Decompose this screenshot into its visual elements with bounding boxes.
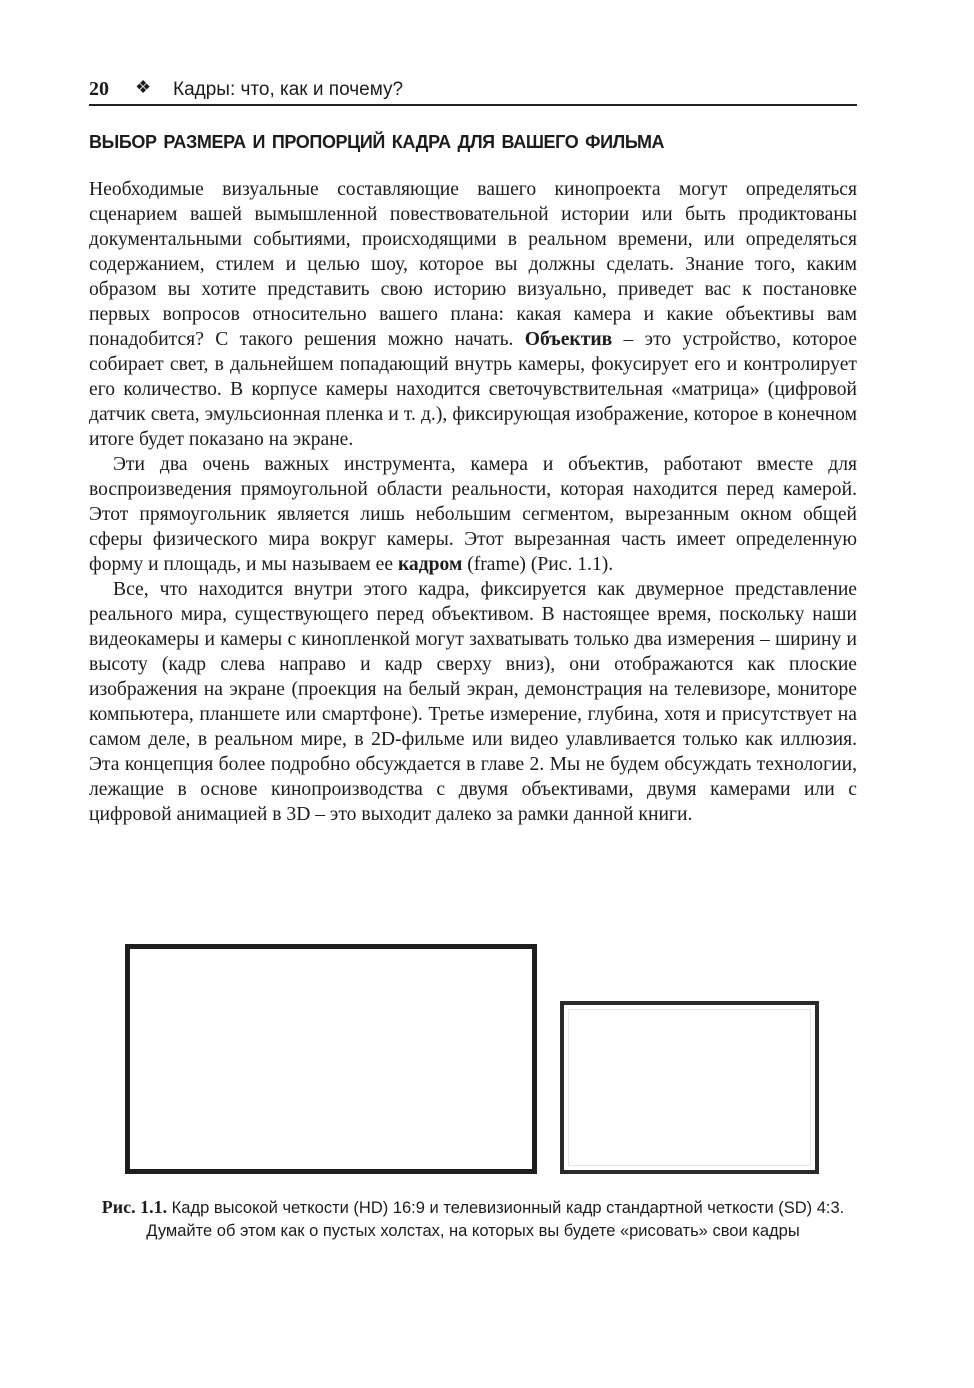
term-objective: Объектив [524,329,613,350]
sd-frame-illustration [560,1001,819,1174]
paragraph-1-part-2: – это устройство, которое собирает свет, в дальнейшем попадающий внутрь камеры, фокусирует его и контролирует его количество. В корпусе камеры находится светочувствительная «матрица» (цифровой датчик света, эмульсионная пленка и т. д.), фиксирующая изображение, которое в конечном итоге будет показано на экране. [89,329,857,450]
figure-caption-label: Рис. 1.1. [101,1197,168,1217]
paragraph-1-part-1: Необходимые визуальные составляющие вашего кинопроекта могут определяться сценарием вашей вымышленной повествовательной истории или быть продиктованы документальными событиями, происходящими в реальном времени, или определяться содержанием, стилем и целью шоу, которое вы должны сделать. Знание того, каким образом вы хотите представить свою историю визуально, приведет вас к постановке первых вопросов относительно вашего плана: какая камера и какие объективы вам понадобится? С такого решения можно начать. [89,179,857,350]
paragraph-2 [89,452,857,577]
term-frame: кадром [397,554,463,575]
figure-caption [89,1196,857,1243]
running-header [89,74,857,106]
paragraph-2-part-2: (frame) (Рис. 1.1). [462,554,614,575]
page-number: 20 [89,78,109,100]
body-text [89,177,857,827]
section-title: выбор размера и пропорций кадра для вашего фильма [89,124,665,154]
paragraph-3: Все, что находится внутри этого кадра, фиксируется как двумерное представление реального мира, существующего перед объективом. В настоящее время, поскольку наши видеокамеры и камеры с кинопленкой могут захватывать только два измерения – ширину и высоту (кадр слева направо и кадр сверху вниз), они отображаются как плоские изображения на экране (проекция на белый экран, демонстрация на телевизоре, мониторе компьютера, планшете или смартфоне). Третье измерение, глубина, хотя и присутствует на самом деле, в реальном мире, в 2D-фильме или видео улавливается только как иллюзия. Эта концепция более подробно обсуждается в главе 2. Мы не будем обсуждать технологии, лежащие в основе кинопроизводства с двумя объективами, двумя камерами или с цифровой анимацией в 3D – это выходит далеко за рамки данной книги. [89,579,857,825]
figure-caption-text: Кадр высокой четкости (HD) 16:9 и телевизионный кадр стандартной четкости (SD) 4:3. Думайте об этом как о пустых холстах, на которых вы будете «рисовать» свои кадры [146,1199,845,1240]
paragraph-1 [89,177,857,452]
ornament-icon: ❖ [135,77,152,97]
running-title: Кадры: что, как и почему? [173,79,404,100]
paragraph-2-part-1: Эти два очень важных инструмента, камера и объектив, работают вместе для воспроизведения прямоугольной области реальности, которая находится перед камерой. Этот прямоугольник является лишь небольшим сегментом, вырезанным окном общей сферы физического мира вокруг камеры. Этот вырезанная часть имеет определенную форму и площадь, и мы называем ее [89,454,857,575]
sd-frame-inner-edge [568,1009,811,1166]
hd-frame-illustration [125,944,537,1174]
